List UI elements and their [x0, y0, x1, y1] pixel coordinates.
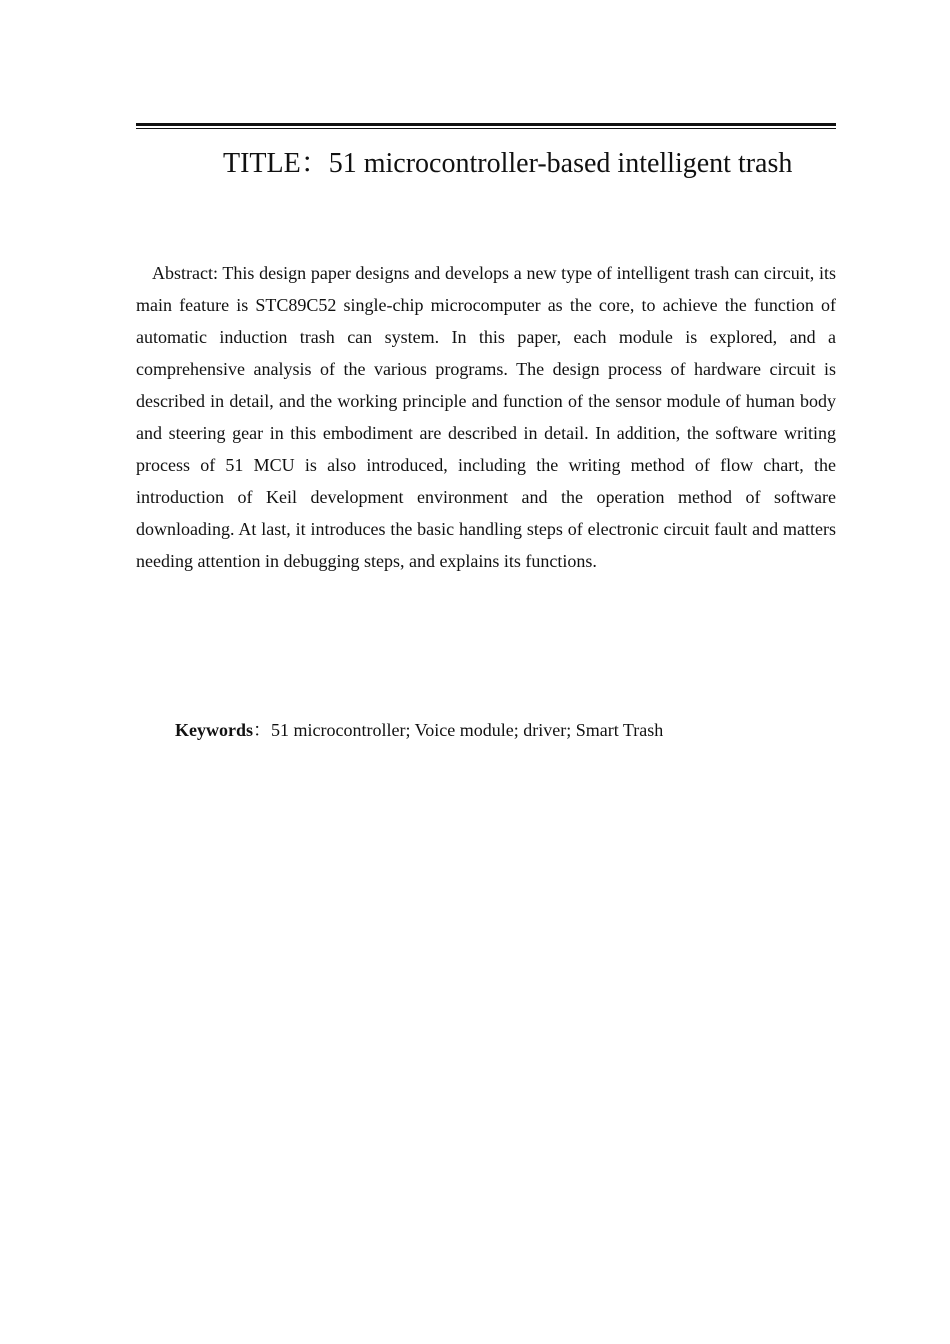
title-text: 51 microcontroller-based intelligent trash: [328, 148, 793, 179]
abstract-paragraph: Abstract: This design paper designs and develops a new type of intelligent trash can circuit, its main feature is STC89C52 single-chip microcomputer as the core, to achieve the function of automatic induction trash can system. In this paper, each module is explored, and a comprehensive analysis of the various programs. The design process of hardware circuit is described in detail, and the working principle and function of the sensor module of human body and steering gear in this embodiment are described in detail. In addition, the software writing process of 51 MCU is also introduced, including the writing method of flow chart, the introduction of Keil development environment and the operation method of software downloading. At last, it introduces the basic handling steps of electronic circuit fault and matters needing attention in debugging steps, and explains its functions.: [136, 263, 836, 571]
keywords-label: Keywords: [175, 720, 253, 740]
keywords-separator: ：: [253, 720, 271, 740]
keywords-text: 51 microcontroller; Voice module; driver; Smart Trash: [271, 720, 664, 740]
keywords-line: [175, 716, 835, 744]
paper-title: [223, 146, 863, 182]
title-label: TITLE：: [223, 148, 329, 179]
header-rule-thick: [136, 123, 836, 126]
header-rule-thin: [136, 128, 836, 129]
